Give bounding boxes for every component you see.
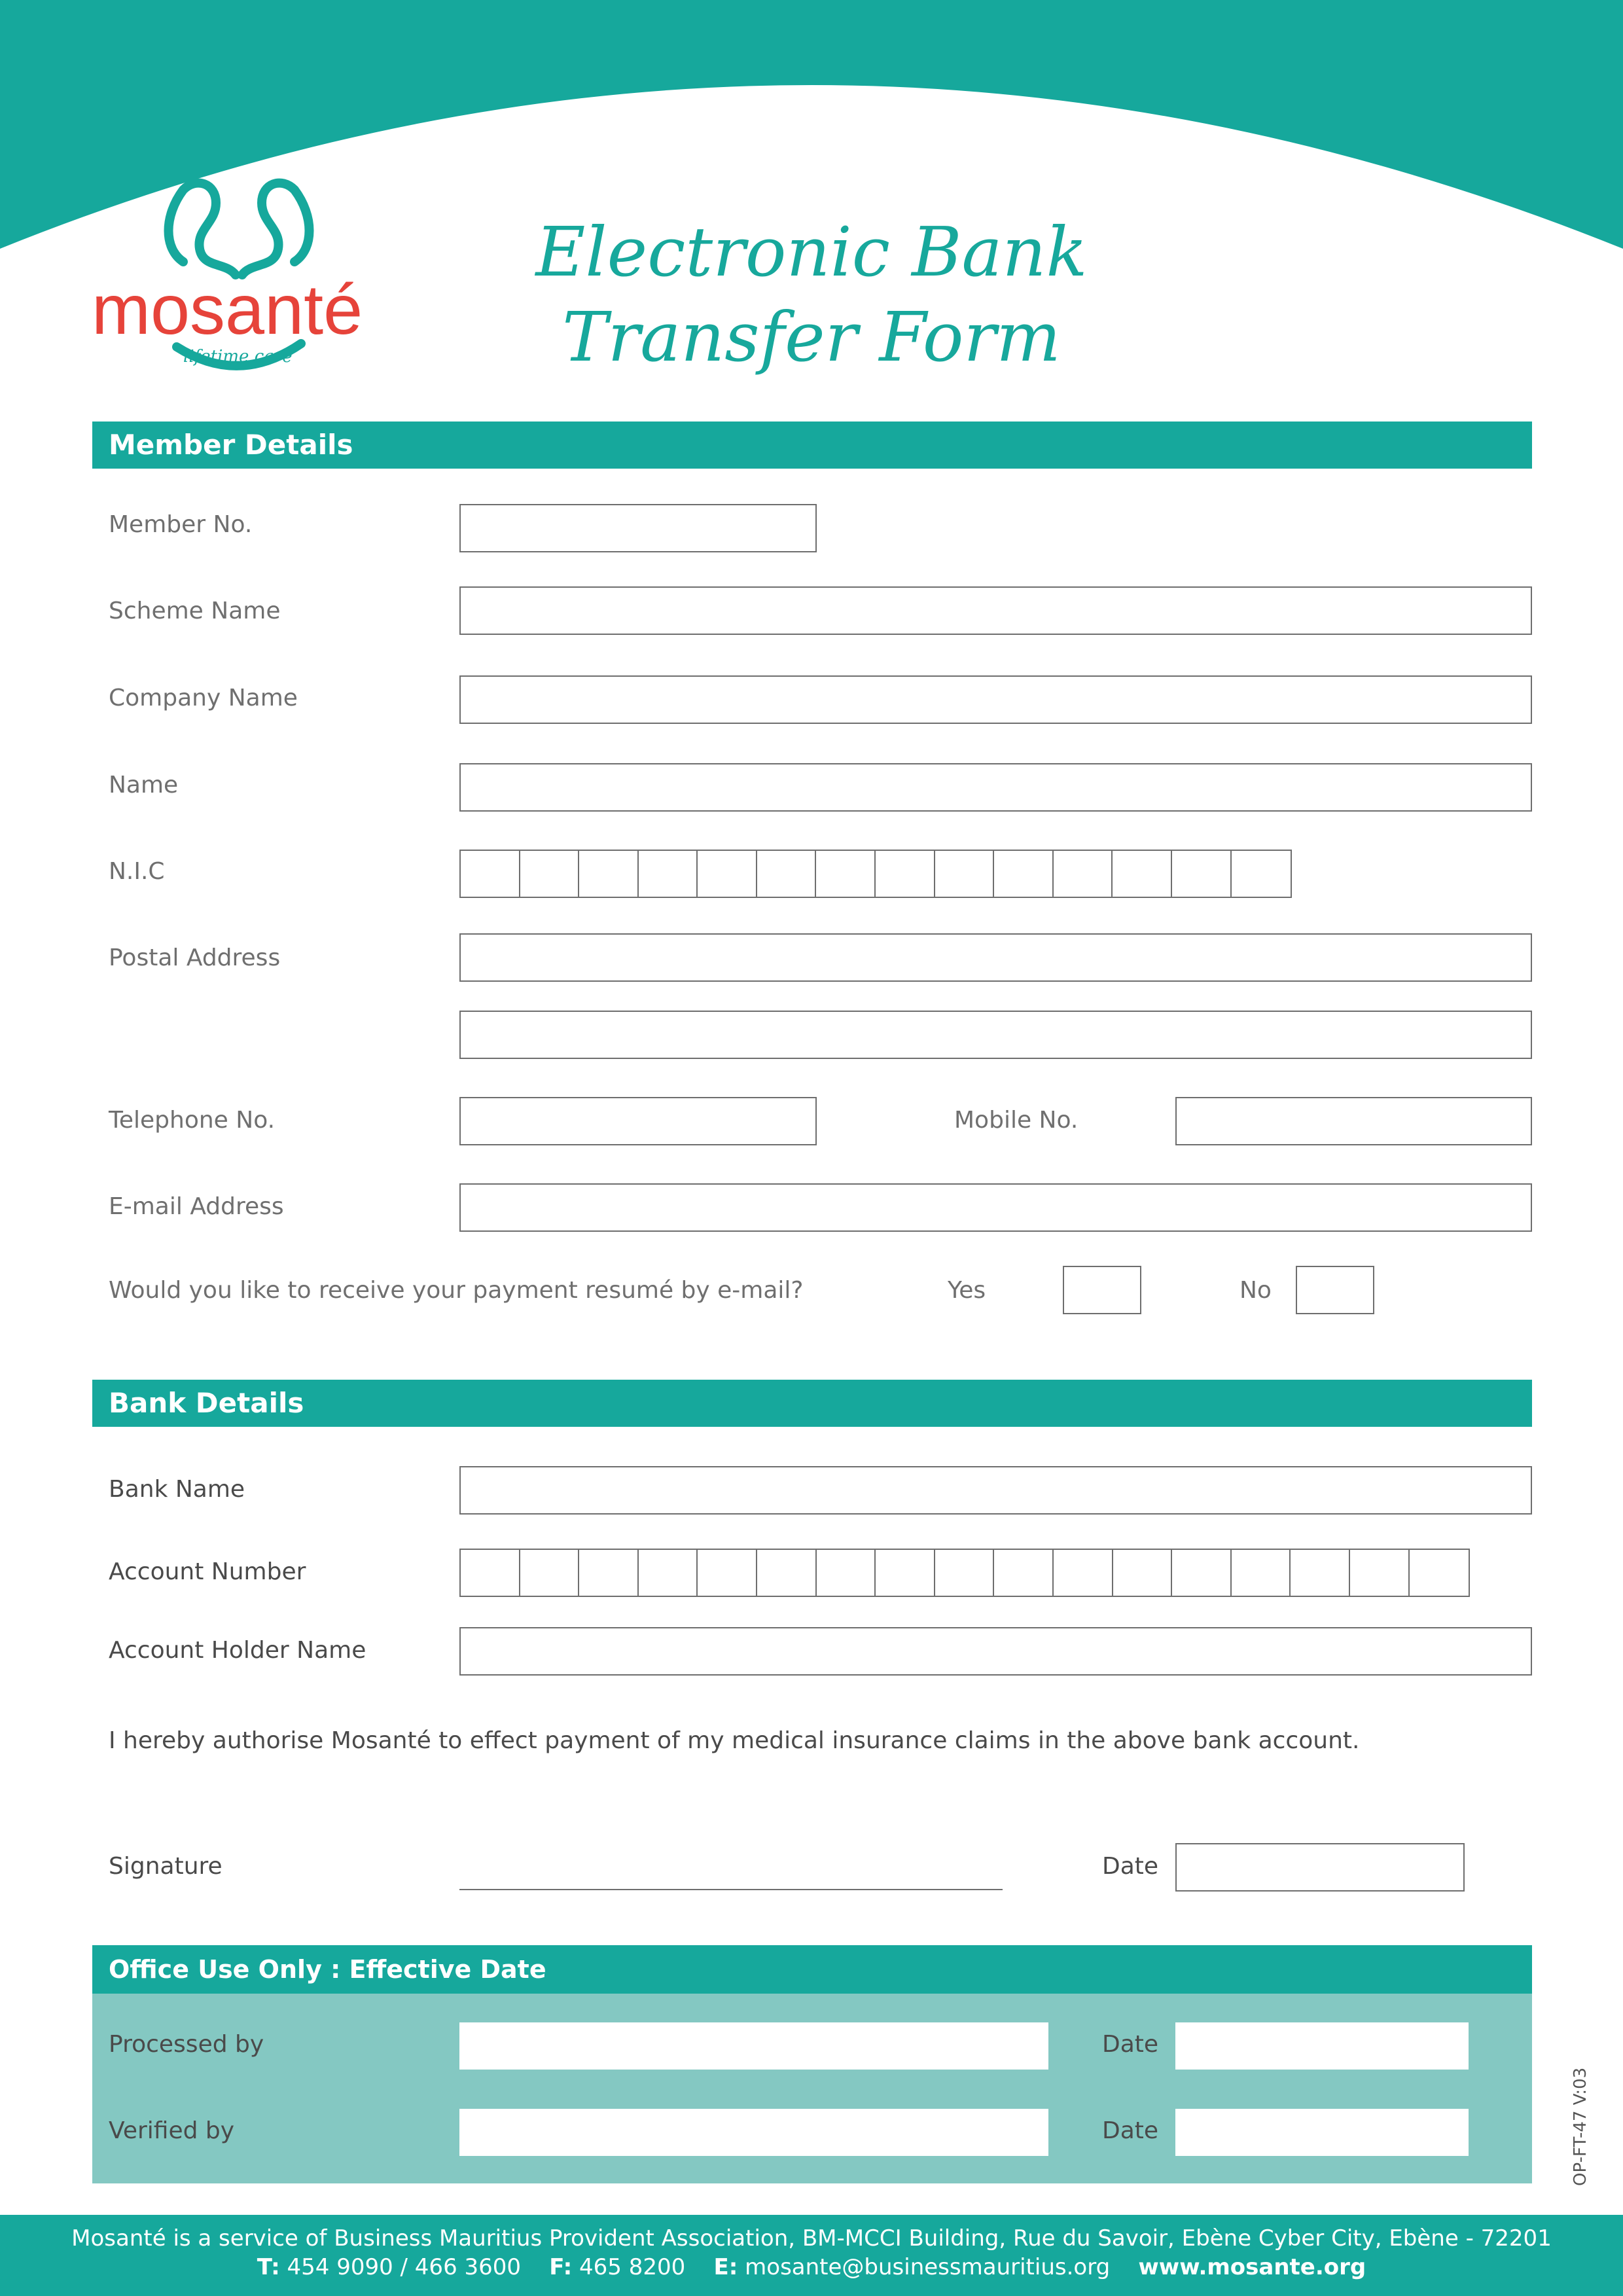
processed-by-label: Processed by <box>109 2031 264 2058</box>
form-title <box>497 209 1126 380</box>
member-no-label: Member No. <box>109 511 253 538</box>
footer-email[interactable]: mosante@businessmauritius.org <box>745 2254 1111 2280</box>
footer-contacts <box>0 2253 1623 2282</box>
bank-name-label: Bank Name <box>109 1476 245 1503</box>
scheme-name-field[interactable] <box>459 586 1532 635</box>
mobile-label: Mobile No. <box>954 1107 1079 1134</box>
verified-date-field[interactable] <box>1175 2109 1469 2156</box>
footer-fax-label: F: <box>549 2254 573 2280</box>
processed-date-label: Date <box>1102 2031 1159 2058</box>
telephone-label: Telephone No. <box>109 1107 276 1134</box>
name-field[interactable] <box>459 763 1532 812</box>
footer <box>0 2215 1623 2296</box>
account-holder-label: Account Holder Name <box>109 1637 366 1664</box>
form-title-line2: Transfer Form <box>562 297 1061 377</box>
footer-tel-label: T: <box>257 2254 280 2280</box>
processed-date-field[interactable] <box>1175 2022 1469 2070</box>
office-use-header <box>92 1945 1532 1994</box>
no-label: No <box>1240 1277 1272 1304</box>
signature-line[interactable] <box>459 1889 1003 1890</box>
postal-address-line2-field[interactable] <box>459 1011 1532 1059</box>
postal-address-line1-field[interactable] <box>459 933 1532 982</box>
email-field[interactable] <box>459 1183 1532 1232</box>
signature-label: Signature <box>109 1853 223 1880</box>
verified-by-label: Verified by <box>109 2117 235 2144</box>
logo-tagline: lifetime care <box>183 347 293 367</box>
date-label: Date <box>1102 1853 1159 1880</box>
member-no-field[interactable] <box>459 504 817 552</box>
bank-details-header <box>92 1380 1532 1427</box>
name-label: Name <box>109 772 179 798</box>
no-checkbox[interactable] <box>1296 1266 1374 1314</box>
footer-address: Mosanté is a service of Business Mauritius Provident Association, BM-MCCI Building, Rue du Savoir, Ebène Cyber City, Ebène - 72201 <box>71 2225 1552 2251</box>
member-details-title: Member Details <box>109 429 353 461</box>
mosante-logo <box>85 177 393 380</box>
member-details-header <box>92 422 1532 469</box>
nic-field[interactable] <box>459 850 1292 898</box>
form-code: OP-FT-47 V:03 <box>1571 2067 1590 2186</box>
footer-tel: 454 9090 / 466 3600 <box>287 2254 522 2280</box>
company-name-field[interactable] <box>459 675 1532 724</box>
office-use-title: Office Use Only : Effective Date <box>109 1955 546 1984</box>
yes-checkbox[interactable] <box>1063 1266 1141 1314</box>
account-number-label: Account Number <box>109 1558 306 1585</box>
postal-address-label: Postal Address <box>109 944 281 971</box>
nic-label: N.I.C <box>109 858 165 885</box>
yes-label: Yes <box>948 1277 986 1304</box>
resume-question: Would you like to receive your payment resumé by e-mail? <box>109 1277 804 1304</box>
form-title-line1: Electronic Bank <box>535 212 1088 292</box>
email-label: E-mail Address <box>109 1193 284 1220</box>
bank-name-field[interactable] <box>459 1466 1532 1515</box>
footer-website[interactable]: www.mosante.org <box>1138 2254 1366 2280</box>
telephone-field[interactable] <box>459 1097 817 1145</box>
company-name-label: Company Name <box>109 685 298 711</box>
mobile-field[interactable] <box>1175 1097 1532 1145</box>
account-number-field[interactable] <box>459 1549 1470 1597</box>
date-field[interactable] <box>1175 1843 1465 1892</box>
authorisation-text: I hereby authorise Mosanté to effect payment of my medical insurance claims in the above bank account. <box>109 1727 1360 1754</box>
footer-fax: 465 8200 <box>579 2254 686 2280</box>
processed-by-field[interactable] <box>459 2022 1048 2070</box>
bank-details-title: Bank Details <box>109 1387 304 1419</box>
logo-wordmark: mosanté <box>92 270 363 349</box>
verified-date-label: Date <box>1102 2117 1159 2144</box>
verified-by-field[interactable] <box>459 2109 1048 2156</box>
account-holder-field[interactable] <box>459 1627 1532 1676</box>
footer-email-label: E: <box>713 2254 738 2280</box>
scheme-name-label: Scheme Name <box>109 598 281 624</box>
